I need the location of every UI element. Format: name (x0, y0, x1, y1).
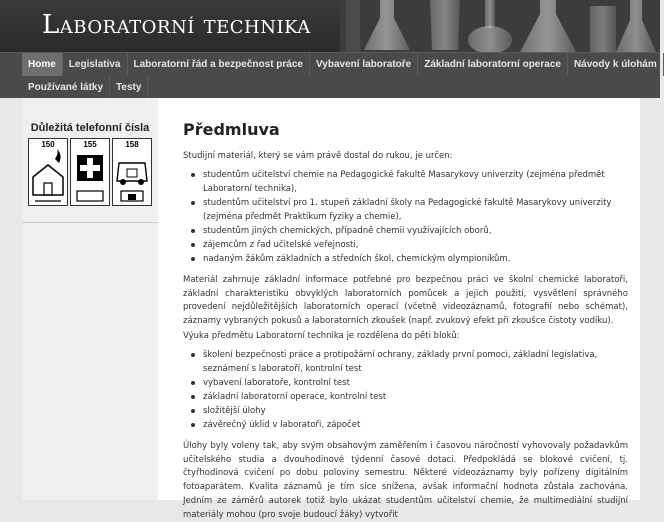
phone-number: 158 (125, 140, 139, 149)
nav-item-pouzivane-latky[interactable]: Používané látky (22, 76, 110, 99)
nav-item-home[interactable]: Home (22, 53, 63, 76)
medical-cross-icon (71, 149, 109, 205)
nav-item-testy[interactable]: Testy (110, 76, 148, 99)
page-heading: Předmluva (183, 120, 280, 139)
list-item: závěrečný úklid v laboratoři, zápočet (183, 418, 628, 432)
nav-item-laboratorni-rad[interactable]: Laboratorní řád a bezpečnost práce (128, 53, 311, 76)
phone-card-police[interactable] (112, 138, 152, 206)
list-item: studentům učitelství chemie na Pedagogické fakultě Masarykovy univerzity (zejména předmět Laboratorní technika), (183, 168, 628, 196)
fire-house-icon (29, 149, 67, 205)
blocks-list (183, 348, 628, 432)
list-item: nadaným žákům základních a středních škol, chemickým olympionikům. (183, 252, 628, 266)
site-header (0, 0, 660, 52)
phone-number: 150 (41, 140, 55, 149)
audience-list (183, 168, 628, 266)
list-item: zájemcům z řad učitelské veřejnosti, (183, 238, 628, 252)
emergency-phones (28, 138, 152, 208)
intro-text: Studijní materiál, který se vám právě dostal do rukou, je určen: (183, 151, 453, 161)
list-item: složitější úlohy (183, 404, 628, 418)
site-title: Laboratorní technika (42, 10, 311, 40)
sidebar (22, 98, 158, 500)
page-container (22, 98, 640, 520)
list-item: vybavení laboratoře, kontrolní test (183, 376, 628, 390)
list-item: studentům učitelství pro 1. stupeň základní školy na Pedagogické fakultě Masarykovy univerzity (zejména předmět Praktikum fyziky a chemie), (183, 196, 628, 224)
nav-item-navody-k-uloham[interactable]: Návody k úlohám (568, 53, 664, 76)
phone-number: 155 (83, 140, 97, 149)
police-car-icon (113, 149, 151, 205)
paragraph-materials: Materiál zahrnuje základní informace potřebné pro bezpečnou práci ve školní chemické laboratoři, základní charakteristiku obvyklých laboratorních pomůcek a jejich použití, vysvětlení správného provedení nejdůležitějších laboratorních operací (včetně videozáznamů, fotografií nebo schémat), záznamy vybraných pokusů a laboratorních zkoušek (např. zvukový efekt při zkoušce čistoty vodíku). (183, 275, 628, 327)
sidebar-divider (22, 222, 158, 223)
list-item: základní laboratorní operace, kontrolní test (183, 390, 628, 404)
phone-card-fire[interactable] (28, 138, 68, 206)
paragraph-tasks: Úlohy byly voleny tak, aby svým obsahovým zaměřením i časovou náročností vyhovovaly požadavkům učitelského studia a dvouhodinové týdenní časové dotaci. Předpokládá se blokové cvičení, tj. čtyřhodinová cvičení po dobu poloviny semestru. Některé videozáznamy byly pořízeny digitálním fotoaparátem. Kvalita záznamů je tím sice snížena, avšak informační hodnota zůstala zachována. Jedním ze záměrů autorek totiž bylo ukázat studentům učitelství chemie, že multimediální studijní materiály mohou (pro svoje budoucí žáky) vytvořit (183, 441, 628, 520)
main-navigation (0, 52, 660, 98)
sidebar-title: Důležitá telefonní čísla (30, 122, 150, 134)
laboratory-glassware-image (340, 0, 660, 52)
phone-card-medical[interactable] (70, 138, 110, 206)
list-item: školení bezpečnosti práce a protipožární ochrany, základy první pomoci, základní legislativa, seznámení s laboratoří, kontrolní test (183, 348, 628, 376)
nav-item-vybaveni-laboratore[interactable]: Vybavení laboratoře (310, 53, 418, 76)
paragraph-blocks-intro: Výuka předmětu Laboratorní technika je rozdělena do pěti bloků: (183, 331, 460, 341)
nav-item-zakladni-operace[interactable]: Základní laboratorní operace (418, 53, 568, 76)
list-item: studentům jiných chemických, případně chemii využívajících oborů, (183, 224, 628, 238)
nav-item-legislativa[interactable]: Legislativa (63, 53, 128, 76)
